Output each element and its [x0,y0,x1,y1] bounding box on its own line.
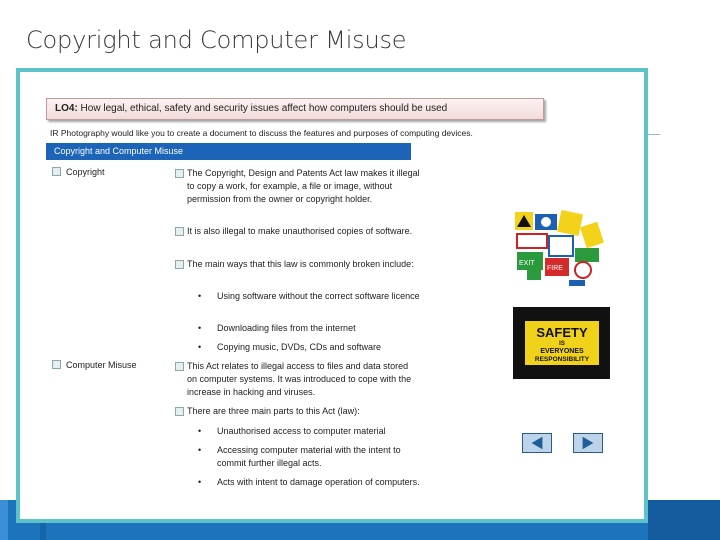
bullet-dot-icon: • [198,342,202,352]
bullet-icon [175,227,184,236]
bullet-dot-icon: • [198,477,202,487]
safety-line-2: IS [559,341,565,347]
previous-button[interactable] [522,433,552,453]
lo-text: How legal, ethical, safety and security issues affect how computers should be used [77,103,448,114]
arrow-left-icon [523,434,551,452]
safety-sign-svg [513,307,610,379]
bullet-icon [52,360,61,369]
misuse-para-1-text: This Act relates to illegal access to files and data stored on computer systems. It was introduced to cope with the increase in hacking and viruses. [187,361,412,397]
mandatory-circle-icon [541,217,551,227]
copyright-para-3 [175,258,420,271]
list-item-text: Using software without the correct software licence [217,291,420,301]
yellow-sign-icon [580,222,604,248]
copyright-para-2 [175,225,420,238]
bullet-dot-icon: • [198,445,202,455]
topic-copyright [52,167,105,177]
bullet-icon [52,167,61,176]
green-sign-icon [575,248,599,262]
misuse-para-2-text: There are three main parts to this Act (law): [187,406,360,416]
copyright-para-1 [175,167,420,206]
list-item [195,444,425,470]
exit-sign-text: EXIT [519,260,535,267]
topic-computer-misuse-label: Computer Misuse [66,360,137,370]
topic-computer-misuse [52,360,137,370]
next-button[interactable] [573,433,603,453]
bullet-icon [175,169,184,178]
safety-line-3: EVERYONES [540,348,584,355]
learning-objective [46,98,544,120]
list-item-text: Accessing computer material with the intent to commit further illegal acts. [217,445,401,468]
section-header: Copyright and Computer Misuse [46,143,411,160]
misuse-para-1 [175,360,420,399]
safety-line-4: RESPONSIBILITY [534,356,590,363]
list-item [195,322,425,335]
topic-copyright-label: Copyright [66,167,105,177]
copyright-para-2-text: It is also illegal to make unauthorised copies of software. [187,226,413,236]
green-arrow-sign-icon [527,270,541,280]
safety-responsibility-image [513,307,610,379]
misuse-para-2 [175,405,420,418]
content-frame [16,68,648,523]
blue-strip-sign-icon [569,280,585,286]
prohibition-sign-icon [517,234,547,248]
side-divider [648,134,660,135]
safety-line-1: SAFETY [536,325,588,340]
no-entry-sign-icon [575,262,591,278]
lo-prefix: LO4: [55,103,78,114]
list-item [195,290,425,303]
bullet-icon [175,260,184,269]
bullet-icon [175,407,184,416]
list-item-text: Downloading files from the internet [217,323,356,333]
list-item [195,425,425,438]
bullet-dot-icon: • [198,323,202,333]
arrow-right-icon [574,434,602,452]
caution-sign-icon [557,210,583,236]
intro-text: IR Photography would like you to create a document to discuss the features and purposes of computing devices. [50,128,473,138]
fire-sign-text: FIRE [547,265,563,272]
bullet-dot-icon: • [198,291,202,301]
info-sign-icon [549,236,573,256]
bullet-dot-icon: • [198,426,202,436]
bullet-icon [175,362,184,371]
list-item-text: Unauthorised access to computer material [217,426,386,436]
copyright-para-1-text: The Copyright, Design and Patents Act law makes it illegal to copy a work, for example, a file or image, without permission from the owner or copyright holder. [187,168,420,204]
list-item-text: Acts with intent to damage operation of computers. [217,477,420,487]
copyright-para-3-text: The main ways that this law is commonly broken include: [187,259,414,269]
list-item-text: Copying music, DVDs, CDs and software [217,342,382,352]
slide-title: Copyright and Computer Misuse [26,26,407,54]
list-item [195,341,425,354]
list-item [195,476,425,489]
